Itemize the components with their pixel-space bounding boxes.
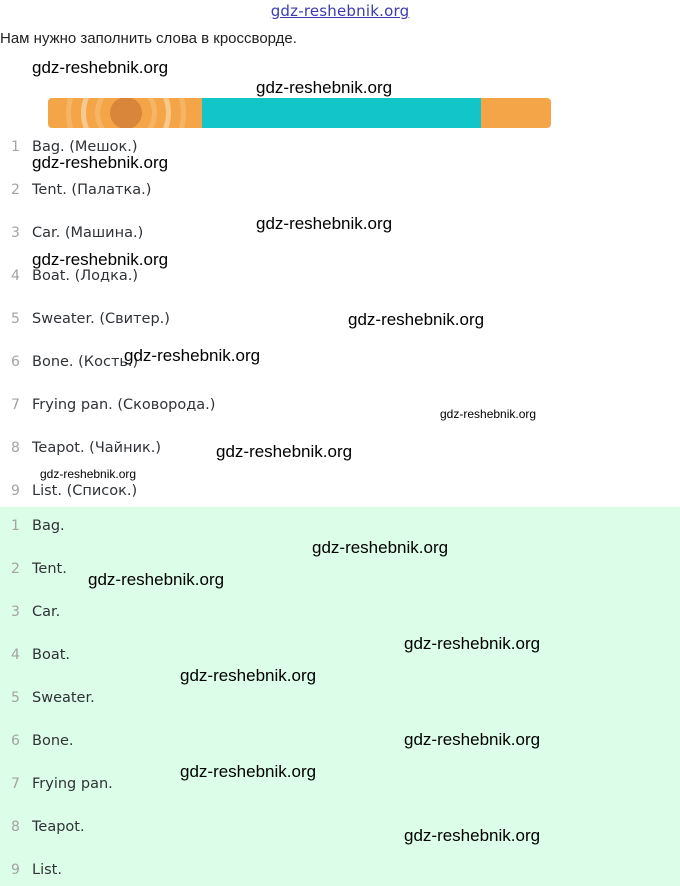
watermark: gdz-reshebnik.org xyxy=(256,214,393,233)
site-header-link[interactable]: gdz-reshebnik.org xyxy=(270,2,410,20)
watermark: gdz-reshebnik.org xyxy=(124,346,261,365)
item-text: Teapot. (Чайник.) xyxy=(32,440,162,456)
decorative-banner xyxy=(48,98,551,128)
item-text: Sweater. xyxy=(32,690,95,706)
watermark: gdz-reshebnik.org xyxy=(404,730,541,749)
item-text: Car. (Машина.) xyxy=(32,225,144,241)
item-text: List. (Список.) xyxy=(32,483,138,499)
item-number: 5 xyxy=(11,690,20,706)
item-text: Bone. (Кость.) xyxy=(32,354,139,370)
watermark: gdz-reshebnik.org xyxy=(256,78,393,97)
banner-teal-segment xyxy=(202,98,481,128)
watermark: gdz-reshebnik.org xyxy=(32,153,169,172)
watermark: gdz-reshebnik.org xyxy=(32,250,169,269)
watermark: gdz-reshebnik.org xyxy=(88,570,225,589)
item-text: List. xyxy=(32,862,62,878)
watermark: gdz-reshebnik.org xyxy=(440,407,537,421)
item-number: 9 xyxy=(11,862,20,878)
item-text: Boat. xyxy=(32,647,70,663)
watermark: gdz-reshebnik.org xyxy=(180,762,317,781)
item-number: 5 xyxy=(11,311,20,327)
item-number: 7 xyxy=(11,397,20,413)
banner-orange-segment xyxy=(481,98,551,128)
task-instruction: Нам нужно заполнить слова в кроссворде. xyxy=(0,30,297,47)
watermark: gdz-reshebnik.org xyxy=(40,467,137,481)
item-number: 3 xyxy=(11,225,20,241)
item-text: Bag. xyxy=(32,518,65,534)
item-number: 9 xyxy=(11,483,20,499)
item-number: 4 xyxy=(11,647,20,663)
item-number: 2 xyxy=(11,561,20,577)
item-number: 2 xyxy=(11,182,20,198)
item-number: 3 xyxy=(11,604,20,620)
item-text: Sweater. (Свитер.) xyxy=(32,311,170,327)
watermark: gdz-reshebnik.org xyxy=(348,310,485,329)
item-number: 6 xyxy=(11,733,20,749)
watermark: gdz-reshebnik.org xyxy=(404,826,541,845)
item-number: 4 xyxy=(11,268,20,284)
item-text: Tent. xyxy=(32,561,67,577)
item-text: Frying pan. (Сковорода.) xyxy=(32,397,216,413)
item-number: 8 xyxy=(11,819,20,835)
watermark: gdz-reshebnik.org xyxy=(32,58,169,77)
item-text: Frying pan. xyxy=(32,776,113,792)
watermark: gdz-reshebnik.org xyxy=(312,538,449,557)
answers-block xyxy=(0,507,680,886)
item-text: Bag. (Мешок.) xyxy=(32,139,138,155)
watermark: gdz-reshebnik.org xyxy=(180,666,317,685)
watermark: gdz-reshebnik.org xyxy=(216,442,353,461)
item-number: 8 xyxy=(11,440,20,456)
item-number: 6 xyxy=(11,354,20,370)
item-number: 1 xyxy=(11,139,20,155)
item-text: Car. xyxy=(32,604,61,620)
item-text: Bone. xyxy=(32,733,74,749)
item-text: Teapot. xyxy=(32,819,85,835)
banner-orange-rings xyxy=(48,98,202,128)
item-number: 1 xyxy=(11,518,20,534)
item-number: 7 xyxy=(11,776,20,792)
item-text: Boat. (Лодка.) xyxy=(32,268,138,284)
watermark: gdz-reshebnik.org xyxy=(404,634,541,653)
item-text: Tent. (Палатка.) xyxy=(32,182,152,198)
